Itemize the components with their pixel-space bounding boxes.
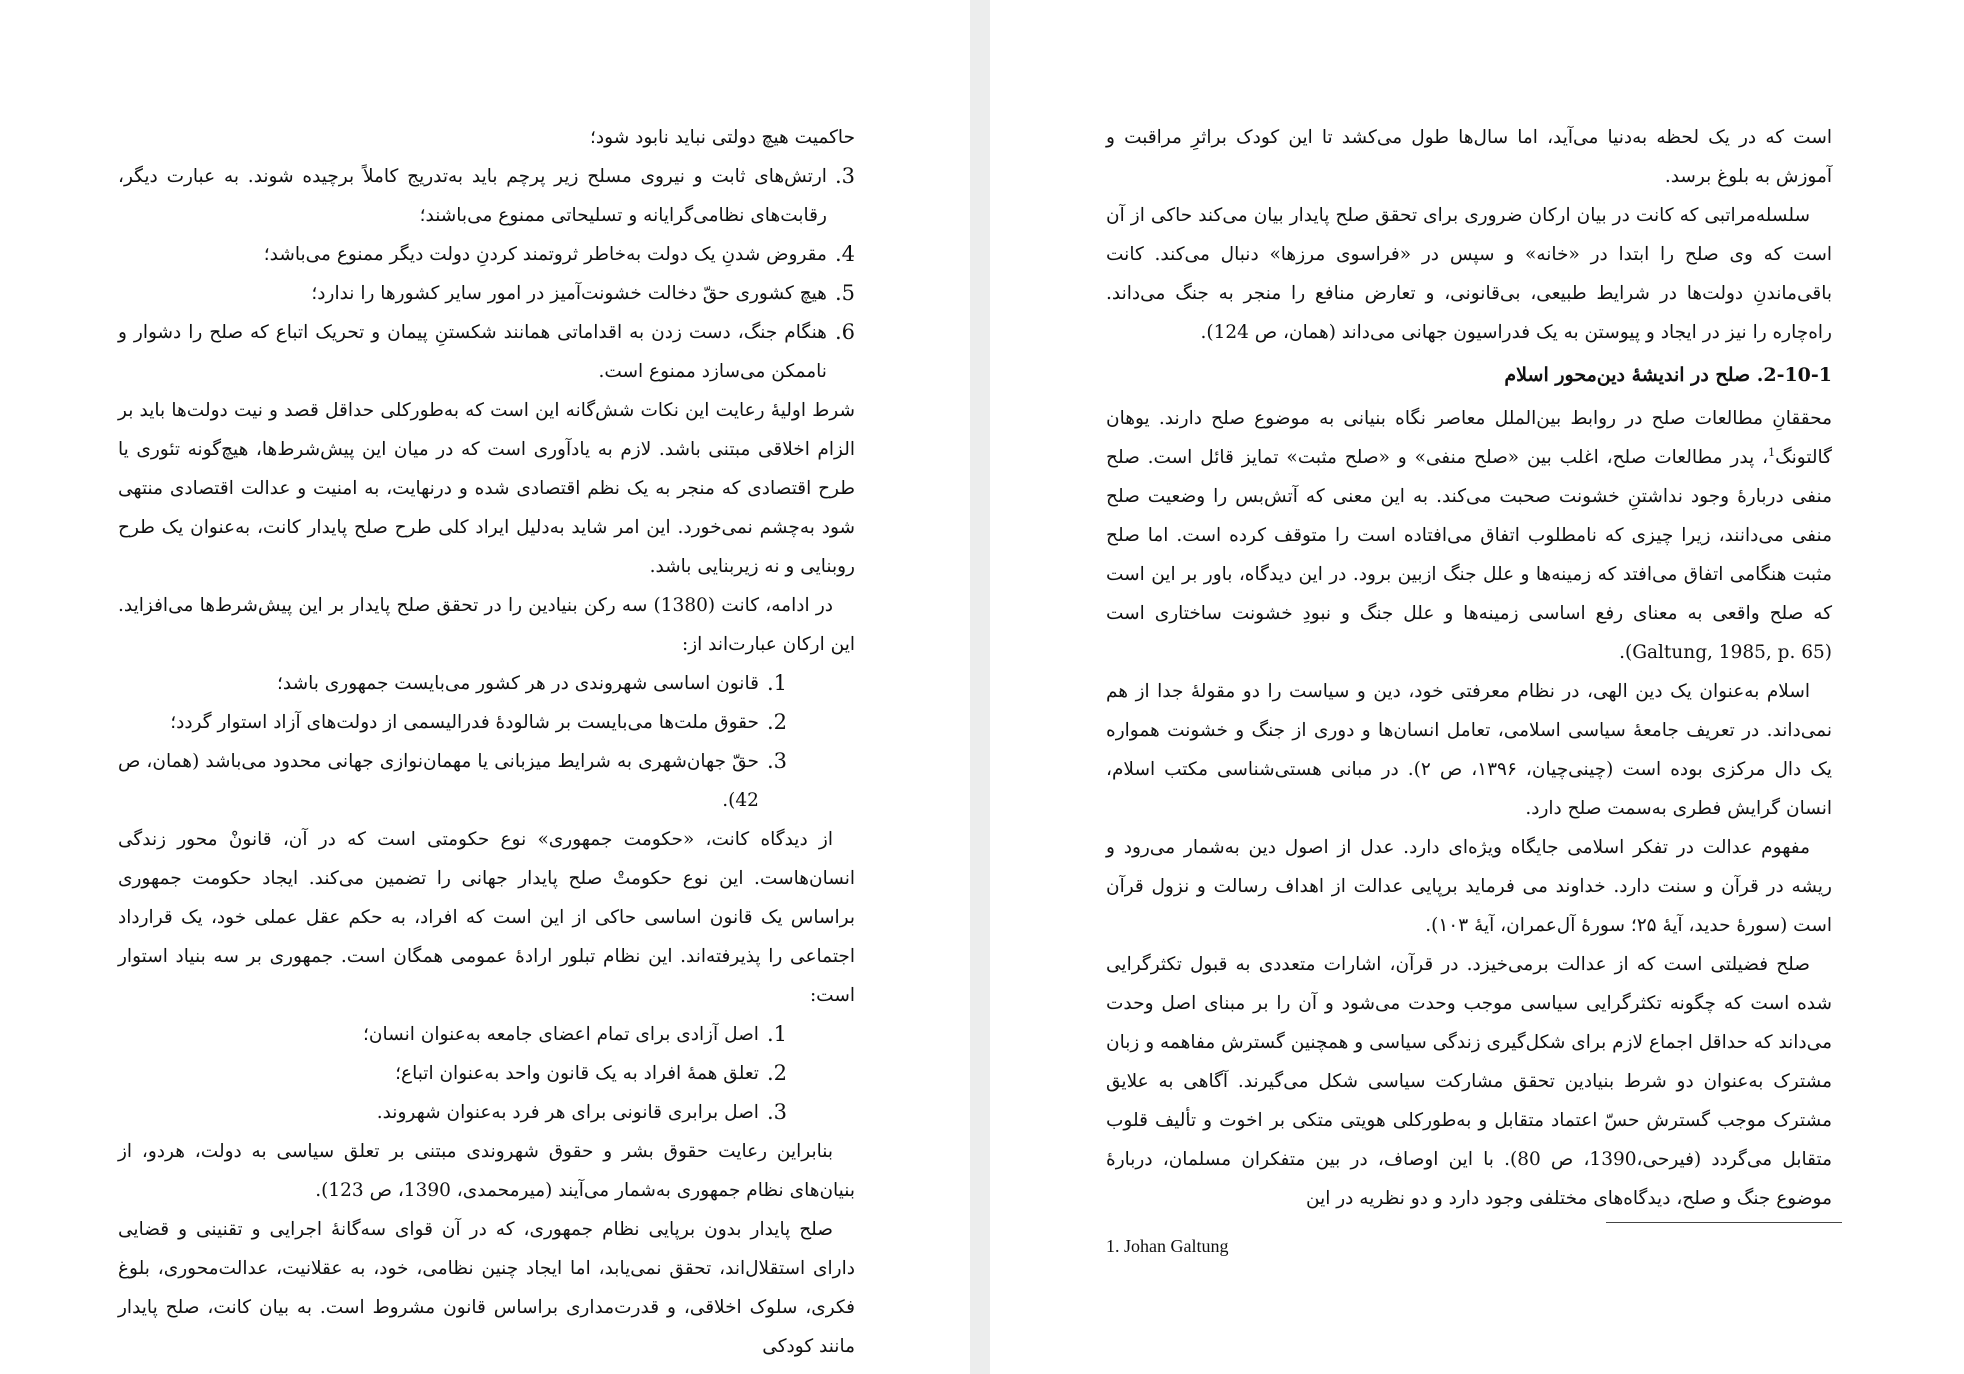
- paragraph-text: .: [1619, 642, 1625, 663]
- numbered-list: [118, 157, 855, 391]
- paragraph: اسلام به‌عنوان یک دین الهی، در نظام معرفتی خود، دین و سیاست را دو مقولهٔ جدا از هم نمی‌داند. در تعریف جامعهٔ سیاسی اسلامی، تعامل انسان‌ها و دوری از جنگ و خشونت همواره یک دال مرکزی بوده است (چینی‌چیان، ۱۳۹۶، ص ۲). در مبانی هستی‌شناسی مکتب اسلام، انسان گرایش فطری به‌سمت صلح دارد.: [1106, 681, 1832, 819]
- paragraph: است که در یک لحظه به‌دنیا می‌آید، اما سال‌ها طول می‌کشد تا این کودک براثرِ مراقبت و آموزش به بلوغ برسد.: [1106, 127, 1832, 187]
- paragraph: [1106, 399, 1832, 672]
- list-item-number: 2.: [766, 1061, 787, 1085]
- list-item-number: 6.: [834, 320, 855, 344]
- left-page: [0, 0, 970, 1374]
- list-item: [118, 235, 855, 274]
- left-page-content: [118, 118, 855, 1366]
- list-item: [118, 1054, 855, 1093]
- paragraph-text: محققانِ مطالعات صلح در روابط بین‌الملل معاصر نگاه بنیانی به موضوع صلح دارند. یوهان گالتونگ: [1106, 408, 1832, 468]
- list-item-text: حقوق ملت‌ها می‌بایست بر شالودهٔ فدرالیسمی از دولت‌های آزاد استوار گردد؛: [170, 712, 759, 733]
- paragraph: صلح پایدار بدون برپایی نظام جمهوری، که در آن قوای سه‌گانهٔ اجرایی و تقنینی و قضایی دارای استقلال‌اند، تحقق نمی‌یابد، اما ایجاد چنین نظامی، خود، به عقلانیت، عدالت‌محوری، بلوغ فکری، سلوک اخلاقی، و قدرت‌مداری براساس قانون مشروط است. به بیان کانت، صلح پایدار مانند کودکی: [118, 1219, 855, 1357]
- list-item-number: 1.: [766, 1022, 787, 1046]
- numbered-list: [118, 1015, 855, 1132]
- list-item-text: هنگام جنگ، دست زدن به اقداماتی همانند شکستنِ پیمان و تحریک اتباع که صلح را دشوار و ناممکن می‌سازد ممنوع است.: [118, 322, 827, 382]
- list-item-text: حقّ جهان‌شهری به شرایط میزبانی یا مهمان‌نوازی جهانی محدود می‌باشد (همان، ص 42).: [118, 751, 759, 811]
- list-item: [118, 1015, 855, 1054]
- right-page: [990, 0, 1964, 1374]
- paragraph-text: ، پدر مطالعات صلح، اغلب بین «صلح منفی» و «صلح مثبت» تمایز قائل است. صلح منفی دربارهٔ وجود نداشتنِ خشونت صحبت می‌کند. به این معنی که آتش‌بس را وضعیت صلح منفی می‌دانند، زیرا چیزی که نامطلوب اتفاق می‌افتاده است را متوقف کرده است. اما صلح مثبت هنگامی اتفاق می‌افتد که زمینه‌ها و علل جنگ ازبین برود. در این دیدگاه، باور بر این است که صلح واقعی به معنای رفع اساسی زمینه‌ها و علل جنگ و نبودِ خشونت ساختاری است: [1106, 447, 1832, 624]
- paragraph: در ادامه، کانت (1380) سه رکن بنیادین را در تحقق صلح پایدار بر این پیش‌شرط‌ها می‌افزاید. این ارکان عبارت‌اند از:: [118, 595, 855, 655]
- paragraph: حاکمیت هیچ دولتی نباید نابود شود؛: [590, 127, 855, 148]
- paragraph: صلح فضیلتی است که از عدالت برمی‌خیزد. در قرآن، اشارات متعددی به قبول تکثرگرایی شده است که چگونه تکثرگرایی سیاسی موجب وحدت می‌شود و آن را بر مبنای اصل وحدت می‌داند که حداقل اجماع لازم برای شکل‌گیری زندگی سیاسی و همچنین گسترش مفاهمه و زبان مشترک به‌عنوان دو شرط بنیادین تحقق مشارکت سیاسی شکل می‌گیرند. آگاهی به علایق مشترک موجب گسترش حسّ اعتماد متقابل و به‌طورکلی هویتی متکی بر اخوت و تألیف قلوب متقابل می‌گردد (فیرحی،1390، ص 80). با این اوصاف، در بین متفکران مسلمان، دربارهٔ موضوع جنگ و صلح، دیدگاه‌های مختلفی وجود دارد و دو نظریه در این: [1106, 954, 1832, 1209]
- list-item-number: 3.: [834, 164, 855, 188]
- list-item-text: اصل آزادی برای تمام اعضای جامعه به‌عنوان انسان؛: [363, 1024, 759, 1045]
- list-item-number: 1.: [766, 671, 787, 695]
- list-item-number: 4.: [834, 242, 855, 266]
- list-item: [118, 703, 855, 742]
- paragraph: از دیدگاه کانت، «حکومت جمهوری» نوع حکومتی است که در آن، قانونْ محور زندگی انسان‌هاست. این نوع حکومتْ صلح پایدار جهانی را تضمین می‌کند. ایجاد حکومت جمهوری براساس یک قانون اساسی حاکی از این است که افراد، به حکم عقل عملی خود، یک قرارداد اجتماعی را پذیرفته‌اند. این نظام تبلور ارادهٔ عمومی همگان است. جمهوری بر سه بنیاد استوار است:: [118, 829, 855, 1006]
- right-page-content: [1106, 118, 1832, 1218]
- list-item-text: مقروض شدنِ یک دولت به‌خاطر ثروتمند کردنِ دولت دیگر ممنوع می‌باشد؛: [263, 244, 827, 265]
- paragraph: سلسله‌مراتبی که کانت در بیان ارکان ضروری برای تحقق صلح پایدار بیان می‌کند حاکی از آن است که وی صلح را ابتدا در «خانه» و سپس در «فراسوی مرزها» دنبال می‌کند. کانت باقی‌ماندنِ دولت‌ها در شرایط طبیعی، بی‌قانونی، و تعارض منافع را منجر به جنگ می‌داند. راه‌چاره را نیز در ایجاد و پیوستن به یک فدراسیون جهانی می‌داند (همان، ص 124).: [1106, 205, 1832, 343]
- paragraph: بنابراین رعایت حقوق بشر و حقوق شهروندی مبتنی بر تعلق سیاسی به دولت، هردو، از بنیان‌های نظام جمهوری به‌شمار می‌آیند (میرمحمدی، 1390، ص 123).: [118, 1141, 855, 1201]
- list-item-number: 2.: [766, 710, 787, 734]
- list-item-text: ارتش‌های ثابت و نیروی مسلح زیر پرچم باید به‌تدریج کاملاً برچیده شوند. به عبارت دیگر، رقابت‌های نظامی‌گرایانه و تسلیحاتی ممنوع می‌باشند؛: [118, 166, 827, 226]
- footnote-separator: [1606, 1222, 1842, 1223]
- footnote-marker: 1: [1768, 445, 1776, 459]
- list-item: [118, 1093, 855, 1132]
- list-item: [118, 274, 855, 313]
- list-item-text: قانون اساسی شهروندی در هر کشور می‌بایست جمهوری باشد؛: [277, 673, 759, 694]
- list-item-text: اصل برابری قانونی برای هر فرد به‌عنوان شهروند.: [376, 1102, 759, 1123]
- list-item-number: 5.: [834, 281, 855, 305]
- list-item-text: هیچ کشوری حقّ دخالت خشونت‌آمیز در امور سایر کشورها را ندارد؛: [311, 283, 827, 304]
- citation: (Galtung, 1985, p. 65): [1624, 642, 1832, 663]
- footnote: 1. Johan Galtung: [1106, 1236, 1229, 1256]
- paragraph: شرط اولیهٔ رعایت این نکات شش‌گانه این است که به‌طورکلی حداقل قصد و نیت دولت‌ها باید بر الزام اخلاقی مبتنی باشد. لازم به یادآوری است که در میان این پیش‌شرط‌ها، هیچ‌گونه تئوری یا طرح اقتصادی که منجر به یک نظم اقتصادی شده و درنهایت، به امنیت و عدالت اقتصادی منتهی شود به‌چشم نمی‌خورد. این امر شاید به‌دلیل ایراد کلی طرح صلح پایدار کانت، به‌عنوان یک طرح روبنایی و نه زیربنایی باشد.: [118, 400, 855, 577]
- list-item: [118, 664, 855, 703]
- list-item-text: تعلق همهٔ افراد به یک قانون واحد به‌عنوان اتباع؛: [395, 1063, 759, 1084]
- list-item: [118, 157, 855, 235]
- paragraph: مفهوم عدالت در تفکر اسلامی جایگاه ویژه‌ای دارد. عدل از اصول دین به‌شمار می‌رود و ریشه در قرآن و سنت دارد. خداوند می فرماید برپایی عدالت از اهداف رسالت و نزول قرآن است (سورهٔ حدید، آیهٔ ۲۵؛ سورهٔ آل‌عمران، آیهٔ ۱۰۳).: [1106, 837, 1832, 936]
- list-item-number: 3.: [766, 749, 787, 773]
- numbered-list: [118, 664, 855, 820]
- list-item: [118, 313, 855, 391]
- section-heading: 2-10-1. صلح در اندیشهٔ دین‌محور اسلام: [1504, 364, 1832, 386]
- list-item-number: 3.: [766, 1100, 787, 1124]
- list-item: [118, 742, 855, 820]
